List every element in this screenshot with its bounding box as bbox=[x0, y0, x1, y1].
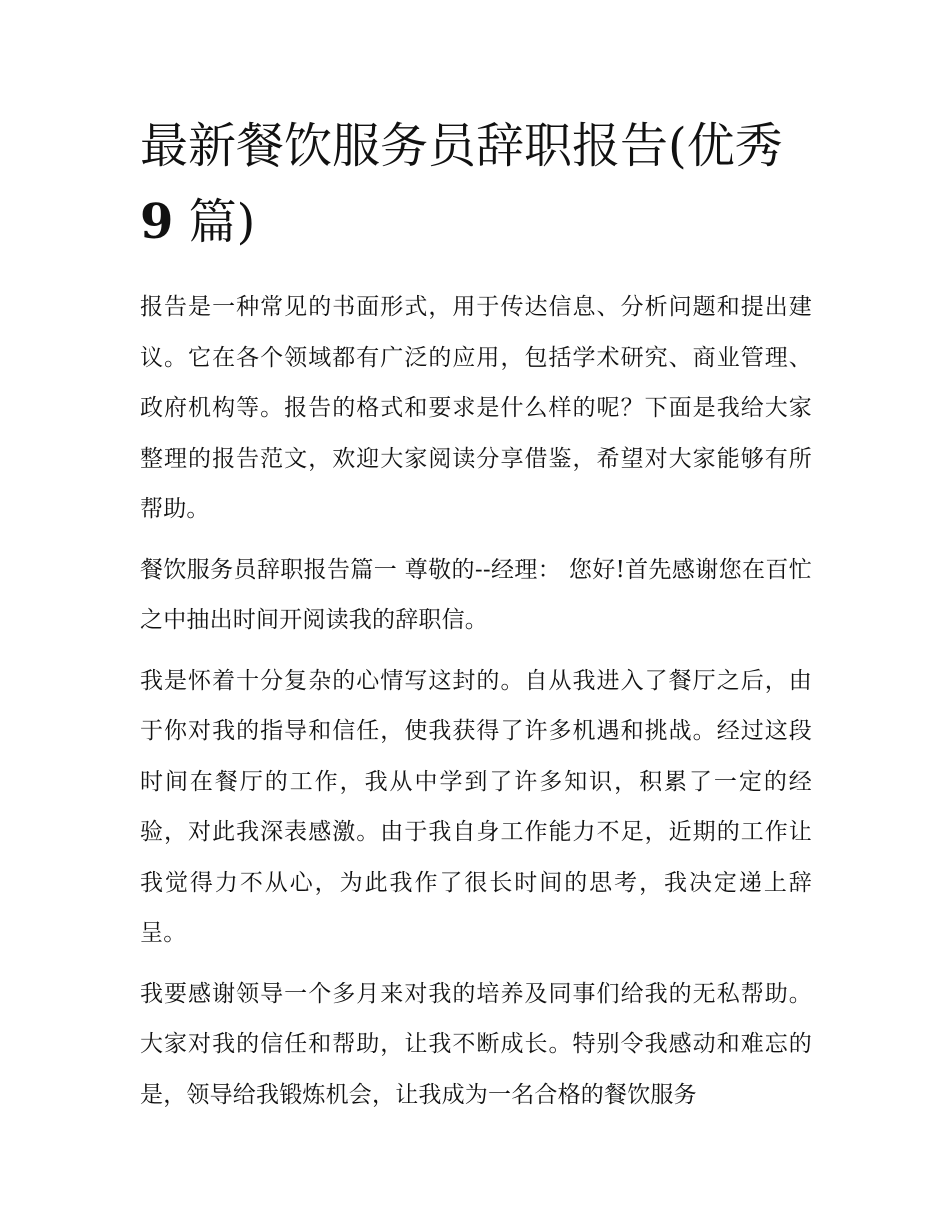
paragraph-reason: 我是怀着十分复杂的心情写这封的。自从我进入了餐厅之后，由于你对我的指导和信任，使我获得了许多机遇和挑战。经过这段时间在餐厅的工作，我从中学到了许多知识，积累了一定的经验，对此我深表感激。由于我自身工作能力不足，近期的工作让我觉得力不从心，为此我作了很长时间的思考，我决定递上辞呈。 bbox=[140, 667, 812, 946]
document-title bbox=[140, 108, 812, 260]
document-title-line1: 最新餐饮服务员辞职报告(优秀 bbox=[140, 118, 783, 174]
document-body bbox=[140, 108, 812, 1120]
paragraph-intro: 报告是一种常见的书面形式，用于传达信息、分析问题和提出建议。它在各个领域都有广泛的应用，包括学术研究、商业管理、政府机构等。报告的格式和要求是什么样的呢？下面是我给大家整理的报告范文，欢迎大家阅读分享借鉴，希望对大家能够有所帮助。 bbox=[140, 294, 812, 522]
document-title-suffix: 篇) bbox=[173, 194, 256, 250]
paragraph-thanks: 我要感谢领导一个多月来对我的培养及同事们给我的无私帮助。大家对我的信任和帮助，让我不断成长。特别令我感动和难忘的是，领导给我锻炼机会，让我成为一名合格的餐饮服务 bbox=[140, 980, 812, 1108]
document-title-number: 9 bbox=[140, 194, 174, 250]
paragraph-salutation: 餐饮服务员辞职报告篇一 尊敬的--经理： 您好!首先感谢您在百忙之中抽出时间开阅读我的辞职信。 bbox=[140, 556, 812, 633]
